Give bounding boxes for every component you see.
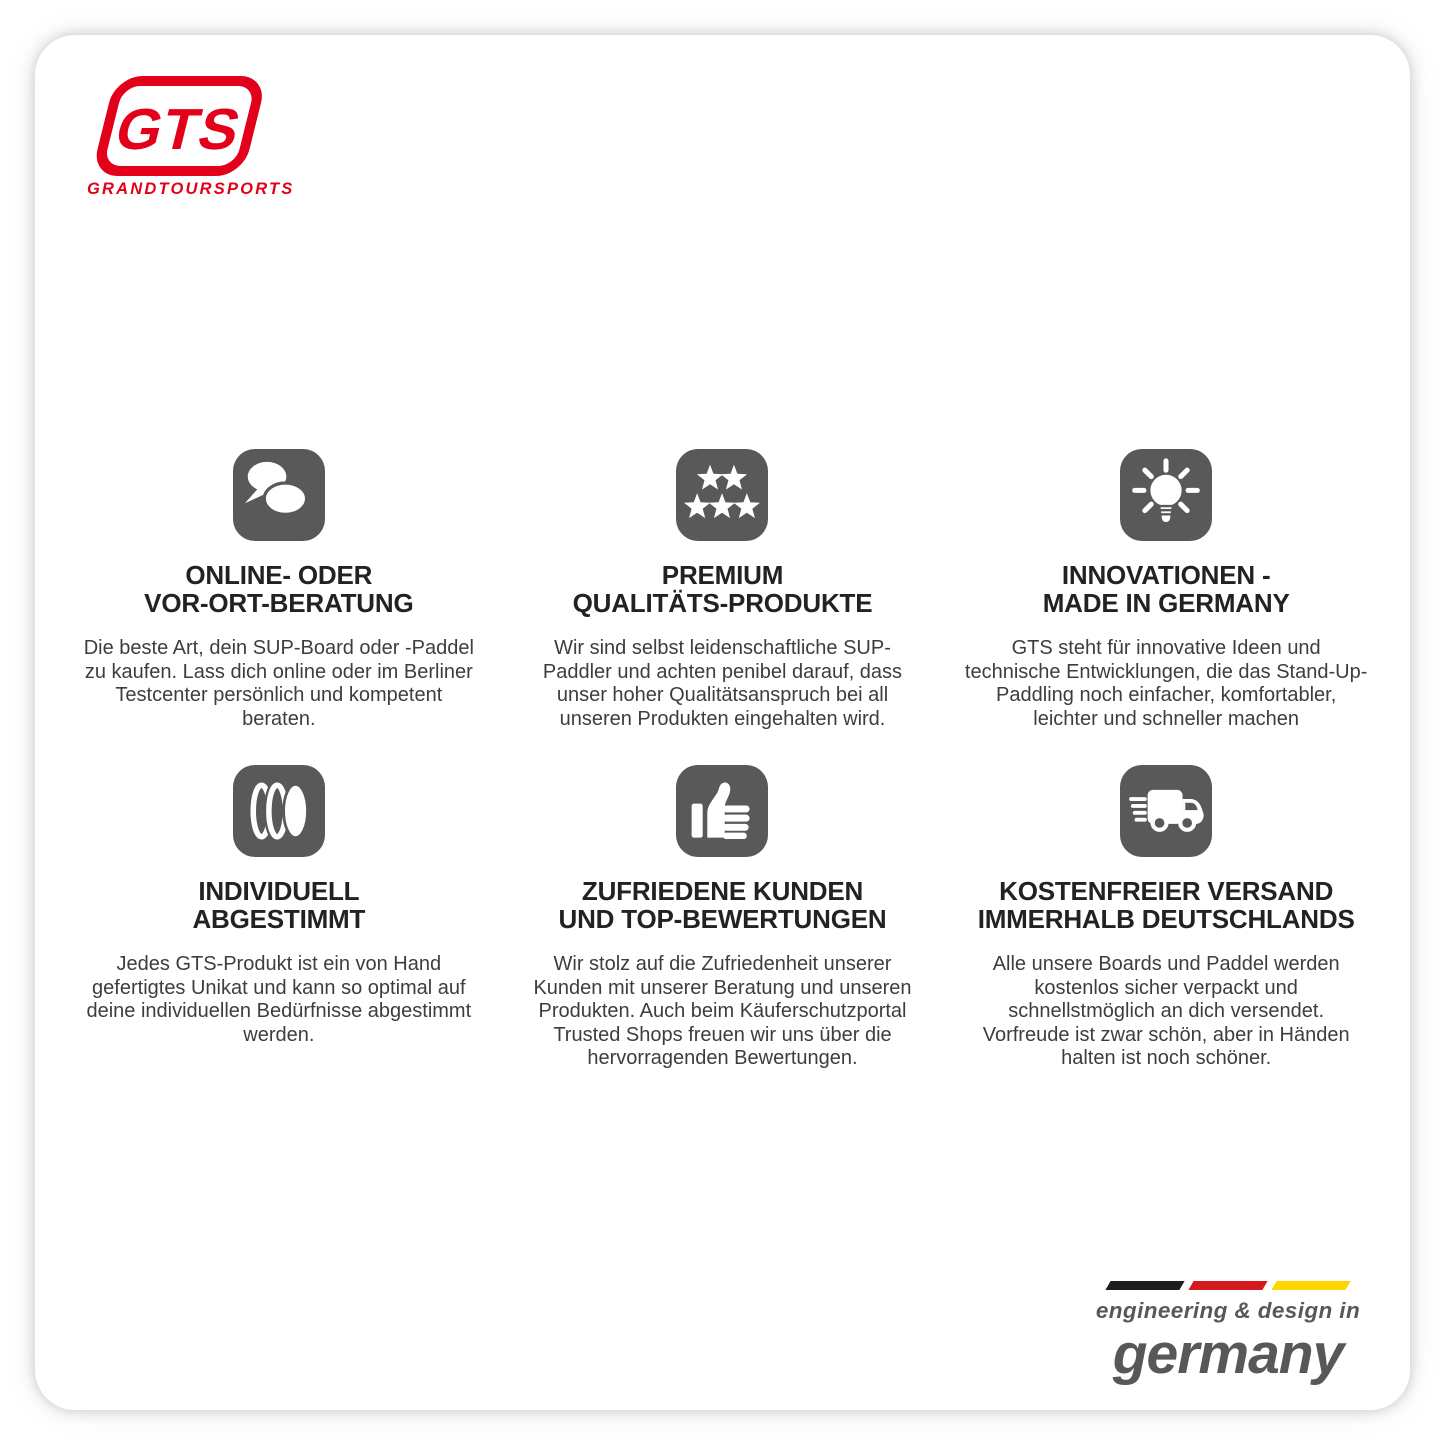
info-card [35,35,1410,1410]
german-flag-stripes-icon [1088,1281,1368,1290]
svg-text:GTS: GTS [109,97,248,162]
gts-logo-subtext: GRANDTOURSPORTS [87,180,295,198]
feature-title: ONLINE- ODER VOR-ORT-BERATUNG [144,560,414,618]
made-in-country: germany [1112,1322,1344,1386]
feature-body: Wir sind selbst leidenschaftliche SUP-Paddler und achten penibel darauf, dass unser hoher Qualitätsanspruch bei all unseren Produkten eingehalten wird. [542,637,903,730]
feature-kostenfreier-versand [944,765,1388,1071]
feature-title: INDIVIDUELL ABGESTIMMT [192,876,366,934]
sup-boards-icon [233,765,325,857]
made-in-germany-logo [1088,1281,1368,1386]
feature-innovationen [944,449,1388,731]
lightbulb-icon [1120,449,1212,541]
flag-stripe-red [1188,1281,1267,1290]
feature-zufriedene-kunden [501,765,945,1071]
feature-body: Jedes GTS-Produkt ist ein von Hand gefertigtes Unikat und kann so optimal auf deine individuellen Bedürfnisse abgestimmt werden. [86,953,472,1046]
feature-title: ZUFRIEDENE KUNDEN UND TOP-BEWERTUNGEN [558,876,887,934]
feature-individuell [57,765,501,1071]
feature-body: Die beste Art, dein SUP-Board oder -Paddel zu kaufen. Lass dich online oder im Berliner Testcenter persönlich und kompetent beraten. [83,637,474,730]
feature-body: Alle unsere Boards und Paddel werden kostenlos sicher verpackt und schnellstmöglich an dich versendet. Vorfreude ist zwar schön, aber in Händen halten ist noch schöner. [982,953,1350,1069]
feature-title: INNOVATIONEN - MADE IN GERMANY [1042,560,1290,618]
features-grid [57,449,1388,1071]
feature-body: GTS steht für innovative Ideen und technische Entwicklungen, die das Stand-Up-Paddling noch einfacher, komfortabler, leichter und schneller machen [964,637,1368,730]
feature-premium-qualitaet [501,449,945,731]
gts-logo [87,75,295,199]
five-stars-icon [676,449,768,541]
chat-bubbles-icon [233,449,325,541]
thumbs-up-icon [676,765,768,857]
gts-logo-icon [87,75,277,179]
flag-stripe-gold [1271,1281,1350,1290]
feature-title: KOSTENFREIER VERSAND IMMERHALB DEUTSCHLANDS [977,876,1355,934]
flag-stripe-black [1105,1281,1184,1290]
feature-body: Wir stolz auf die Zufriedenheit unserer Kunden mit unserer Beratung und unseren Produkten. Auch beim Käuferschutzportal Trusted Shops freuen wir uns über die hervorragenden Bewertungen. [533,953,912,1069]
feature-online-beratung [57,449,501,731]
feature-title: PREMIUM QUALITÄTS-PRODUKTE [572,560,873,618]
made-in-tagline: engineering & design in [1095,1298,1361,1323]
delivery-truck-icon [1120,765,1212,857]
